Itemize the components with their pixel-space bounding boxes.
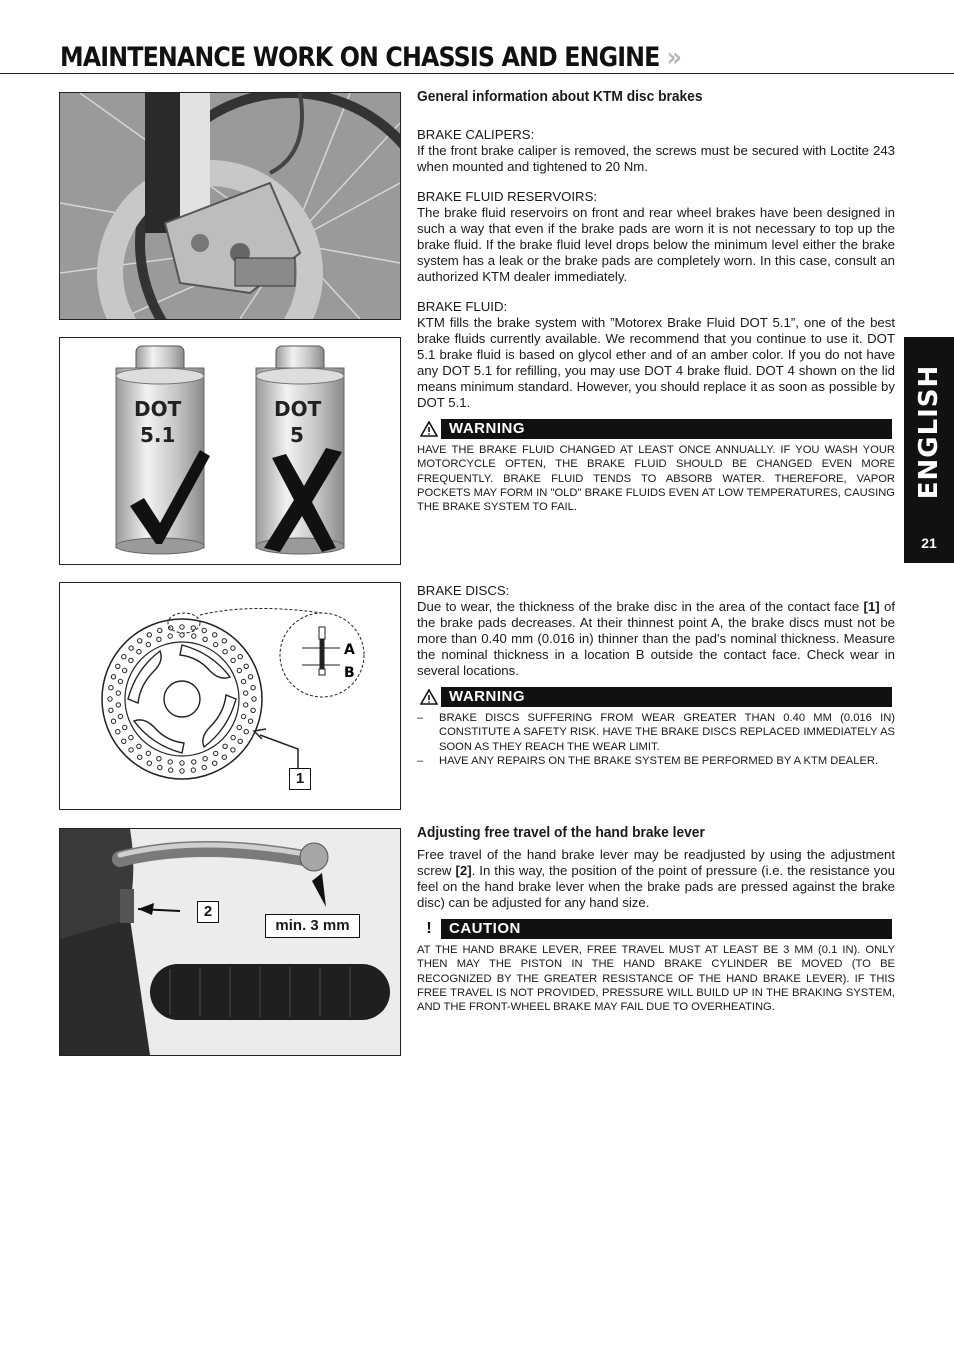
can-1-line-2: 5.1 [140, 423, 176, 447]
title-rule [0, 73, 954, 74]
discs-label: BRAKE DISCS: [417, 583, 510, 598]
brake-disc-diagram [60, 583, 400, 809]
fluid-label: BRAKE FLUID: [417, 299, 508, 314]
section-heading-disc-brakes: General information about KTM disc brakes [417, 89, 703, 105]
reservoirs-label: BRAKE FLUID RESERVOIRS: [417, 189, 598, 204]
label-a: A [344, 642, 355, 658]
brake-disc-figure [59, 582, 401, 810]
chevron-icon: » [666, 42, 682, 73]
caution-text: AT THE HAND BRAKE LEVER, FREE TRAVEL MUST AT LEAST BE 3 MM (0.1 IN). ONLY THEN MAY THE PISTON IN THE HAND BRAKE CYLINDER BE MOVED (TO BE RECOGNIZED BY THE GREATER RESISTANCE OF THE HAND BRAKE LEVER). IF THIS FREE TRAVEL IS NOT PROVIDED, PRESSURE WILL BUILD UP IN THE BRAKING SYSTEM, AND THE FRONT-WHEEL BRAKE MAY FAIL DUE TO OVERHEATING. [417, 944, 895, 1014]
warning-item: – BRAKE DISCS SUFFERING FROM WEAR GREATER THAN 0.40 MM (0.016 IN) CONSTITUTE A SAFETY RISK. HAVE THE BRAKE DISCS REPLACED IMMEDIATELY AS SOON AS THEY REACH THE WEAR LIMIT. [417, 712, 895, 753]
discs-text-a: Due to wear, the thickness of the brake disc in the area of the contact face [417, 599, 864, 614]
language-label: ENGLISH [914, 364, 944, 500]
caliper-illustration [60, 93, 400, 319]
label-b: B [344, 665, 355, 681]
brake-caliper-photo [59, 92, 401, 320]
language-tab [904, 337, 954, 563]
warning-bar-1 [417, 419, 892, 439]
section-brake-info [417, 89, 895, 514]
exclamation-icon: ! [417, 919, 441, 939]
page-number: 21 [921, 535, 937, 551]
page-title-text: MAINTENANCE WORK ON CHASSIS AND ENGINE [60, 42, 660, 73]
warning-item: – HAVE ANY REPAIRS ON THE BRAKE SYSTEM BE PERFORMED BY A KTM DEALER. [417, 754, 879, 767]
warning-word-2: WARNING [449, 688, 525, 705]
callout-2: 2 [197, 901, 219, 923]
hand-brake-lever-photo [59, 828, 401, 1056]
lever-text: Free travel of the hand brake lever may be readjusted by using the adjustment screw [2]. In this way, the position of the point of pressure (i.e. the resistance you feel on the hand brake lever when the brake pads are pressed against the brake disc) can be adjusted for any hand size. [417, 847, 895, 910]
section-heading-hand-lever: Adjusting free travel of the hand brake lever [417, 825, 705, 841]
callout-1: 1 [289, 768, 311, 790]
discs-text-b: of the brake pads decreases. At their thinnest point A, the brake discs must not be more than 0.40 mm (0.016 in) thinner than the pad's nominal thickness. Measure the nominal thickness in a location B outside the contact face. Check wear in several locations. [417, 599, 895, 678]
fluid-text: KTM fills the brake system with ”Motorex Brake Fluid DOT 5.1”, one of the best brake fluids currently available. We recommend that you continue to use it. DOT 5.1 brake fluid is based on glycol ether and of an amber color. If you do not have any DOT 5.1 for refilling, you may use DOT 4 brake fluid. DOT 4 shown on the lid means minimum standard. However, you should replace it as soon as possible by DOT 5.1. [417, 315, 895, 410]
min-travel-label: min. 3 mm [265, 914, 360, 938]
dot-5-1-can [116, 346, 204, 554]
warning-word-1: WARNING [449, 420, 525, 437]
page-title [60, 42, 681, 73]
caution-word: CAUTION [449, 920, 521, 937]
section-brake-discs [417, 583, 895, 768]
discs-ref: [1] [863, 599, 880, 614]
can-2-line-1: DOT [274, 397, 322, 421]
warning-list-2 [417, 711, 895, 768]
reservoirs-text: The brake fluid reservoirs on front and rear wheel brakes have been designed in such a way that even if the brake pads are worn it is not necessary to top up the brake fluid. If the brake fluid level drops below the minimum level either the brake system has a leak or the brake pads are completely worn. In this case, consult an authorized KTM dealer immediately. [417, 205, 895, 284]
lever-ref: [2] [455, 863, 472, 878]
discs-text [417, 599, 895, 679]
warning-triangle-icon [417, 687, 441, 707]
can-1-line-1: DOT [134, 397, 182, 421]
calipers-label: BRAKE CALIPERS: [417, 127, 535, 142]
lever-illustration [60, 829, 400, 1055]
caution-bar [417, 919, 892, 939]
warning-text-1: HAVE THE BRAKE FLUID CHANGED AT LEAST ONCE ANNUALLY. IF YOU WASH YOUR MOTORCYCLE OFTEN, THE BRAKE FLUID SHOULD BE CHANGED EVEN MORE FREQUENTLY. BRAKE FLUID TENDS TO ABSORB WATER. THEREFORE, VAPOR POCKETS MAY FORM IN "OLD" BRAKE FLUIDS EVEN AT LOW TEMPERATURES, CAUSING THE BRAKE SYSTEM TO FAIL. [417, 444, 895, 514]
brake-fluid-cans-figure [59, 337, 401, 565]
warning-triangle-icon [417, 419, 441, 439]
calipers-text: If the front brake caliper is removed, the screws must be secured with Loctite 243 when mounted and tightened to 20 Nm. [417, 143, 895, 174]
warning-bar-2 [417, 687, 892, 707]
section-hand-brake-lever [417, 825, 895, 1014]
can-2-line-2: 5 [290, 423, 304, 447]
dot-cans-illustration [60, 338, 400, 564]
